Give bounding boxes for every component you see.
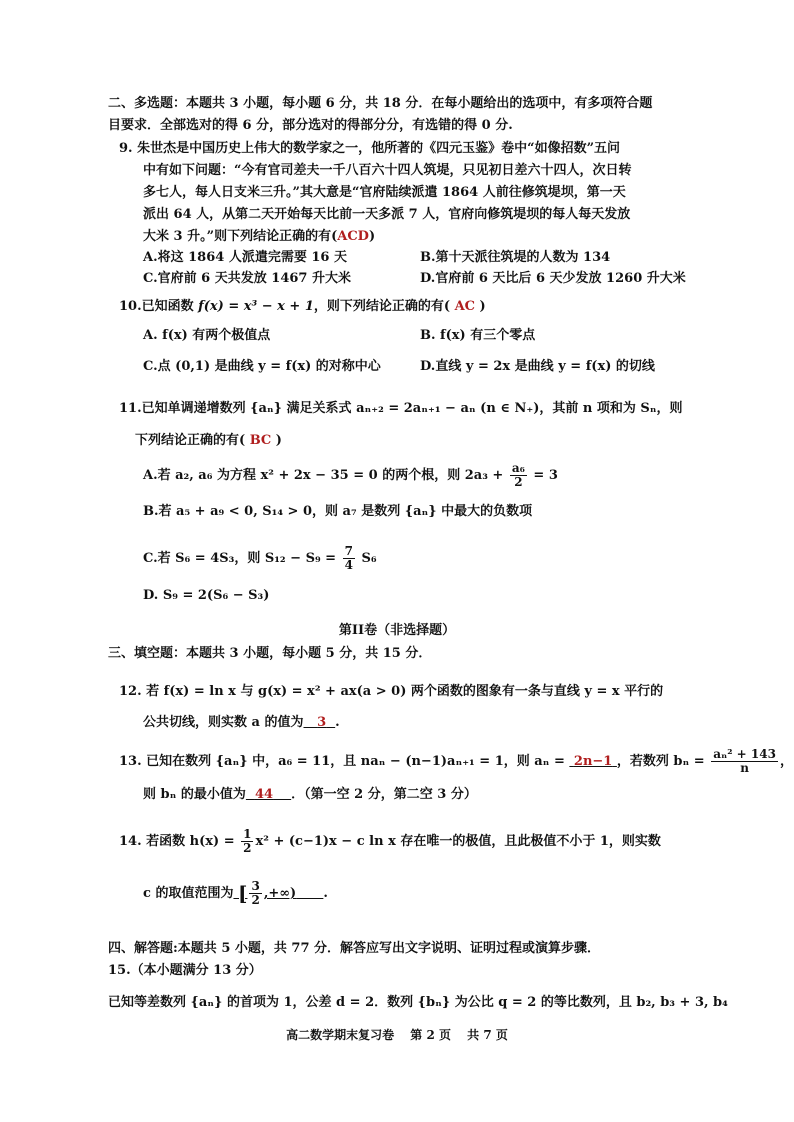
q11-option-c (143, 545, 377, 572)
q11-option-c-fraction (343, 545, 355, 572)
q13-answer1: 2n−1 (573, 754, 613, 769)
q14-answer-den: 2 (251, 893, 260, 907)
q14-half-fraction (241, 828, 253, 855)
q9-line5-end: ) (368, 229, 376, 244)
q11-option-a-num: a₆ (511, 461, 525, 475)
q14-answer-blank (233, 879, 323, 907)
q14-answer-bracket: [ (237, 881, 248, 906)
q9-option-a: A.将这 1864 人派遣完需要 16 天 (143, 250, 347, 265)
q14-line1-pre: 14. 若函数 h(x) = (119, 834, 235, 849)
q11-option-c-num: 7 (344, 544, 353, 558)
q9-line5-text: 大米 3 升。”则下列结论正确的有( (143, 229, 338, 244)
q13-bn-den: n (740, 761, 749, 775)
q10-function: f(x) = x³ − x + 1 (198, 299, 314, 314)
q11-option-c-den: 4 (344, 558, 353, 572)
q14-answer-rest: ,+∞) (263, 886, 297, 901)
q10-option-a: A. f(x) 有两个极值点 (143, 328, 271, 343)
q13-line1-end: ， (779, 754, 793, 769)
q9-option-c: C.官府前 6 天共发放 1467 升大米 (143, 271, 351, 286)
q9-answer: ACD (337, 229, 369, 244)
q13-line1 (119, 748, 793, 775)
q11-line2-end: ) (275, 433, 282, 448)
q9-line2: 中有如下问题：“今有官司差夫一千八百六十四人筑堤，只见初日差六十四人，次日转 (143, 163, 632, 178)
section3-header: 三、填空题：本题共 3 小题，每小题 5 分，共 15 分． (108, 646, 432, 661)
q11-option-a-post: = 3 (533, 468, 558, 483)
q13-bn-num: aₙ² + 143 (713, 747, 776, 761)
q11-line1: 11.已知单调递增数列 {aₙ} 满足关系式 aₙ₊₂ = 2aₙ₊₁ − aₙ (n ∈ N₊)，其前 n 项和为 Sₙ，则 (119, 401, 683, 416)
part2-title: 第II卷（非选择题） (338, 623, 456, 638)
q12-line1: 12. 若 f(x) = ln x 与 g(x) = x² + ax(a > 0) 两个函数的图象有一条与直线 y = x 平行的 (119, 684, 664, 699)
q14-line2 (143, 880, 328, 907)
q13-line2 (143, 786, 477, 804)
q11-option-a-fraction (510, 462, 527, 489)
q13-answer2-blank (246, 787, 291, 802)
q10-stem-end: ) (479, 299, 486, 314)
q13-line2-pre: 则 bₙ 的最小值为 (143, 787, 246, 802)
q12-answer-blank (303, 715, 335, 730)
q12-line2-pre: 公共切线，则实数 a 的值为 (143, 715, 304, 730)
q11-option-c-post: S₆ (361, 551, 377, 566)
q11-line2 (135, 432, 282, 450)
q13-line1-pre: 13. 已知在数列 {aₙ} 中，a₆ = 11，且 naₙ − (n−1)aₙ₊₁ = 1，则 aₙ = (119, 754, 565, 769)
q10-stem-pre: 10.已知函数 (119, 299, 194, 314)
q12-answer: 3 (317, 715, 327, 730)
q13-answer2: 44 (254, 787, 274, 802)
q11-option-b: B.若 a₅ + a₉ < 0, S₁₄ > 0，则 a₇ 是数列 {aₙ} 中最大的负数项 (143, 504, 533, 519)
q14-answer-fraction (249, 880, 261, 907)
q10-stem-post: ，则下列结论正确的有( (313, 299, 451, 314)
q12-line2-end: . (335, 715, 340, 730)
section2-header-line2: 目要求．全部选对的得 6 分，部分选对的得部分分，有选错的得 0 分. (108, 118, 513, 133)
q9-line4: 派出 64 人，从第二天开始每天比前一天多派 7 人，官府向修筑堤坝的每人每天发放 (143, 207, 631, 222)
q11-option-a-pre: A.若 a₂, a₆ 为方程 x² + 2x − 35 = 0 的两个根，则 2a₃ + (143, 468, 504, 483)
q15-title: 15.（本小题满分 13 分） (108, 963, 262, 978)
q11-option-c-pre: C.若 S₆ = 4S₃，则 S₁₂ − S₉ = (143, 551, 337, 566)
q11-option-a (143, 462, 558, 489)
q10-stem (119, 298, 486, 316)
q14-line2-end: . (323, 886, 328, 901)
page-footer: 高二数学期末复习卷 第 2 页 共 7 页 (286, 1028, 508, 1042)
q11-answer: BC (249, 433, 272, 448)
q10-option-c: C.点 (0,1) 是曲线 y = f(x) 的对称中心 (143, 359, 381, 374)
q9-line5 (143, 228, 375, 246)
q14-answer-num: 3 (251, 879, 260, 893)
section4-header: 四、解答题:本题共 5 小题，共 77 分．解答应写出文字说明、证明过程或演算步骤． (108, 941, 601, 956)
q9-option-b: B.第十天派往筑堤的人数为 134 (420, 250, 611, 265)
q14-line1-post: x² + (c−1)x − c ln x 存在唯一的极值，且此极值不小于 1，则实数 (255, 834, 661, 849)
q14-half-den: 2 (243, 841, 252, 855)
section2-header-line1: 二、多选题：本题共 3 小题，每小题 6 分，共 18 分．在每小题给出的选项中，有多项符合题 (108, 96, 653, 111)
q10-answer: AC (454, 299, 475, 314)
q10-option-d: D.直线 y = 2x 是曲线 y = f(x) 的切线 (420, 359, 655, 374)
q10-option-b: B. f(x) 有三个零点 (420, 328, 536, 343)
q9-line1: 9. 朱世杰是中国历史上伟大的数学家之一，他所著的《四元玉鉴》卷中“如像招数”五问 (119, 141, 621, 156)
q11-option-d: D. S₉ = 2(S₆ − S₃) (143, 588, 270, 603)
q12-line2 (143, 714, 340, 732)
q14-line2-pre: c 的取值范围为 (143, 886, 234, 901)
q13-bn-fraction (711, 748, 778, 775)
q13-answer1-blank (569, 754, 617, 769)
q9-line3: 多七人，每人日支米三升。”其大意是“官府陆续派遣 1864 人前往修筑堤坝，第一天 (143, 185, 626, 200)
q9-option-d: D.官府前 6 天比后 6 天少发放 1260 升大米 (420, 271, 686, 286)
q11-option-a-den: 2 (514, 475, 523, 489)
q14-line1 (119, 828, 661, 855)
q15-line1: 已知等差数列 {aₙ} 的首项为 1，公差 d = 2．数列 {bₙ} 为公比 q = 2 的等比数列，且 b₂, b₃ + 3, b₄ (108, 995, 728, 1010)
q11-line2-text: 下列结论正确的有( (135, 433, 246, 448)
q13-line1-mid: ，若数列 bₙ = (616, 754, 705, 769)
q14-half-num: 1 (243, 827, 252, 841)
q13-line2-end: ．（第一空 2 分，第二空 3 分） (291, 787, 477, 802)
